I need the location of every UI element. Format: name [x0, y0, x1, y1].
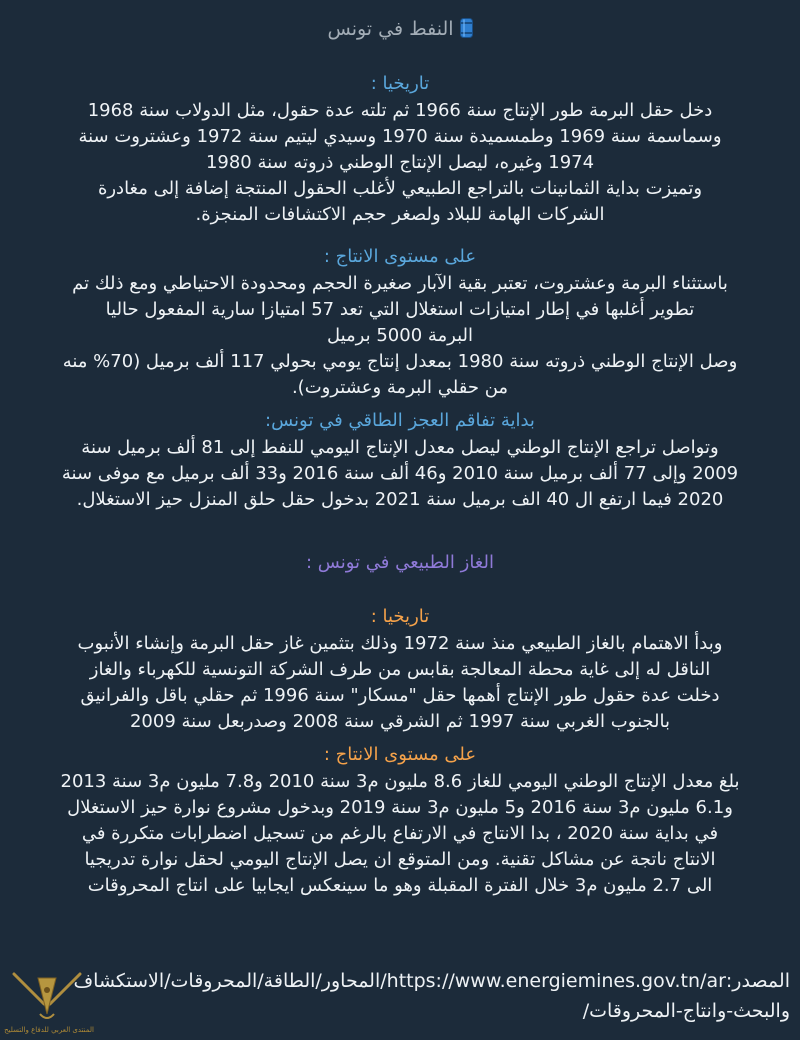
source-line-1 [6, 966, 790, 996]
oil-history-paragraph-1 [0, 98, 800, 176]
oil-production-paragraph-2 [0, 349, 800, 401]
oil-history-section [0, 72, 800, 228]
oil-history-paragraph-2 [0, 176, 800, 228]
text-line: البرمة 5000 برميل [326, 325, 474, 346]
text-line: وسماسمة سنة 1969 وطمسميدة سنة 1970 وسيدي ليتيم سنة 1972 وعشتروت سنة [78, 126, 722, 147]
text-line: وتواصل تراجع الإنتاج الوطني ليصل معدل الإنتاج اليومي للنفط إلى 81 ألف برميل سنة [81, 437, 719, 458]
text-line: دخل حقل البرمة طور الإنتاج سنة 1966 ثم تلته عدة حقول، مثل الدولاب سنة 1968 [87, 100, 713, 121]
text-line: 2009 وإلى 77 ألف برميل سنة 2010 و46 ألف سنة 2016 و33 ألف برميل مع موفى سنة [61, 463, 739, 484]
gas-history-heading: تاريخيا : [370, 606, 430, 627]
source-citation [6, 966, 790, 1026]
oil-barrel-icon [460, 18, 473, 38]
text-line: الانتاج ناتجة عن مشاكل تقنية. ومن المتوقع ان يصل الإنتاج اليومي لحقل نوارة تدريجيا [84, 849, 716, 870]
text-line: باستثناء البرمة وعشتروت، تعتبر بقية الآبار صغيرة الحجم ومحدودة الاحتياطي ومع ذلك تم [72, 273, 728, 294]
source-link[interactable]: https://www.energiemines.gov.tn/ar/المحاور/الطاقة/المحروقات/الاستكشاف [73, 970, 726, 992]
text-line: 2020 فيما ارتفع ال 40 الف برميل سنة 2021 بدخول حقل حلق المنزل حيز الاستغلال. [76, 489, 724, 510]
energy-deficit-paragraph [0, 435, 800, 513]
text-line: وصل الإنتاج الوطني ذروته سنة 1980 بمعدل إنتاج يومي بحولي 117 ألف برميل (70% منه [62, 351, 738, 372]
text-line: 1974 وغيره، ليصل الإنتاج الوطني ذروته سنة 1980 [205, 152, 595, 173]
page-title: النفط في تونس [327, 18, 454, 40]
forum-watermark [4, 968, 94, 1038]
text-line: و6.1 مليون م3 سنة 2016 و5 مليون م3 سنة 2019 وبدخول مشروع نوارة حيز الاستغلال [67, 797, 733, 818]
gas-history-section [0, 605, 800, 735]
gas-production-section [0, 743, 800, 899]
gas-production-heading: على مستوى الانتاج : [323, 744, 477, 765]
text-line: تطوير أغلبها في إطار امتيازات استغلال التي تعد 57 امتيازا سارية المفعول حاليا [105, 299, 695, 320]
energy-deficit-section [0, 409, 800, 513]
source-label: المصدر: [725, 970, 790, 992]
source-line-2[interactable]: والبحث-وانتاج-المحروقات/ [582, 1000, 790, 1022]
oil-history-heading: تاريخيا : [370, 73, 430, 94]
gas-section-heading: الغاز الطبيعي في تونس : [306, 552, 494, 573]
text-line: بالجنوب الغربي سنة 1997 ثم الشرقي سنة 2008 وصدربعل سنة 2009 [129, 711, 671, 732]
oil-production-section [0, 245, 800, 401]
text-line: بلغ معدل الإنتاج الوطني اليومي للغاز 8.6 مليون م3 سنة 2010 و7.8 مليون م3 سنة 2013 [60, 771, 740, 792]
watermark-text: المنتدى العربي للدفاع والتسليح [4, 1026, 94, 1034]
gas-history-paragraph [0, 631, 800, 735]
text-line: من حقلي البرمة وعشتروت). [291, 377, 509, 398]
text-line: الى 2.7 مليون م3 خلال الفترة المقبلة وهو ما سينعكس ايجابيا على انتاج المحروقات [87, 875, 713, 896]
text-line: دخلت عدة حقول طور الإنتاج أهمها حقل "مسكار" سنة 1996 ثم حقلي باقل والفرانيق [80, 685, 720, 706]
text-line: وتميزت بداية الثمانينات بالتراجع الطبيعي لأغلب الحقول المنتجة إضافة إلى مغادرة [97, 178, 703, 199]
page-title-row [0, 18, 800, 40]
text-line: في بداية سنة 2020 ، بدا الانتاج في الارتفاع بالرغم من تسجيل اضطرابات متكررة في [81, 823, 719, 844]
text-line: الناقل له إلى غاية محطة المعالجة بقابس من طرف الشركة التونسية للكهرباء والغاز [89, 659, 711, 680]
text-line: وبدأ الاهتمام بالغاز الطبيعي منذ سنة 1972 وذلك بتثمين غاز حقل البرمة وإنشاء الأنبوب [77, 633, 723, 654]
gas-production-paragraph [0, 769, 800, 899]
oil-production-paragraph-1 [0, 271, 800, 349]
text-line: الشركات الهامة للبلاد ولصغر حجم الاكتشافات المنجزة. [195, 204, 605, 225]
sword-emblem-icon [4, 968, 90, 1026]
oil-production-heading: على مستوى الانتاج : [323, 246, 477, 267]
energy-deficit-heading: بداية تفاقم العجز الطاقي في تونس: [265, 410, 535, 431]
gas-section-title [0, 551, 800, 575]
